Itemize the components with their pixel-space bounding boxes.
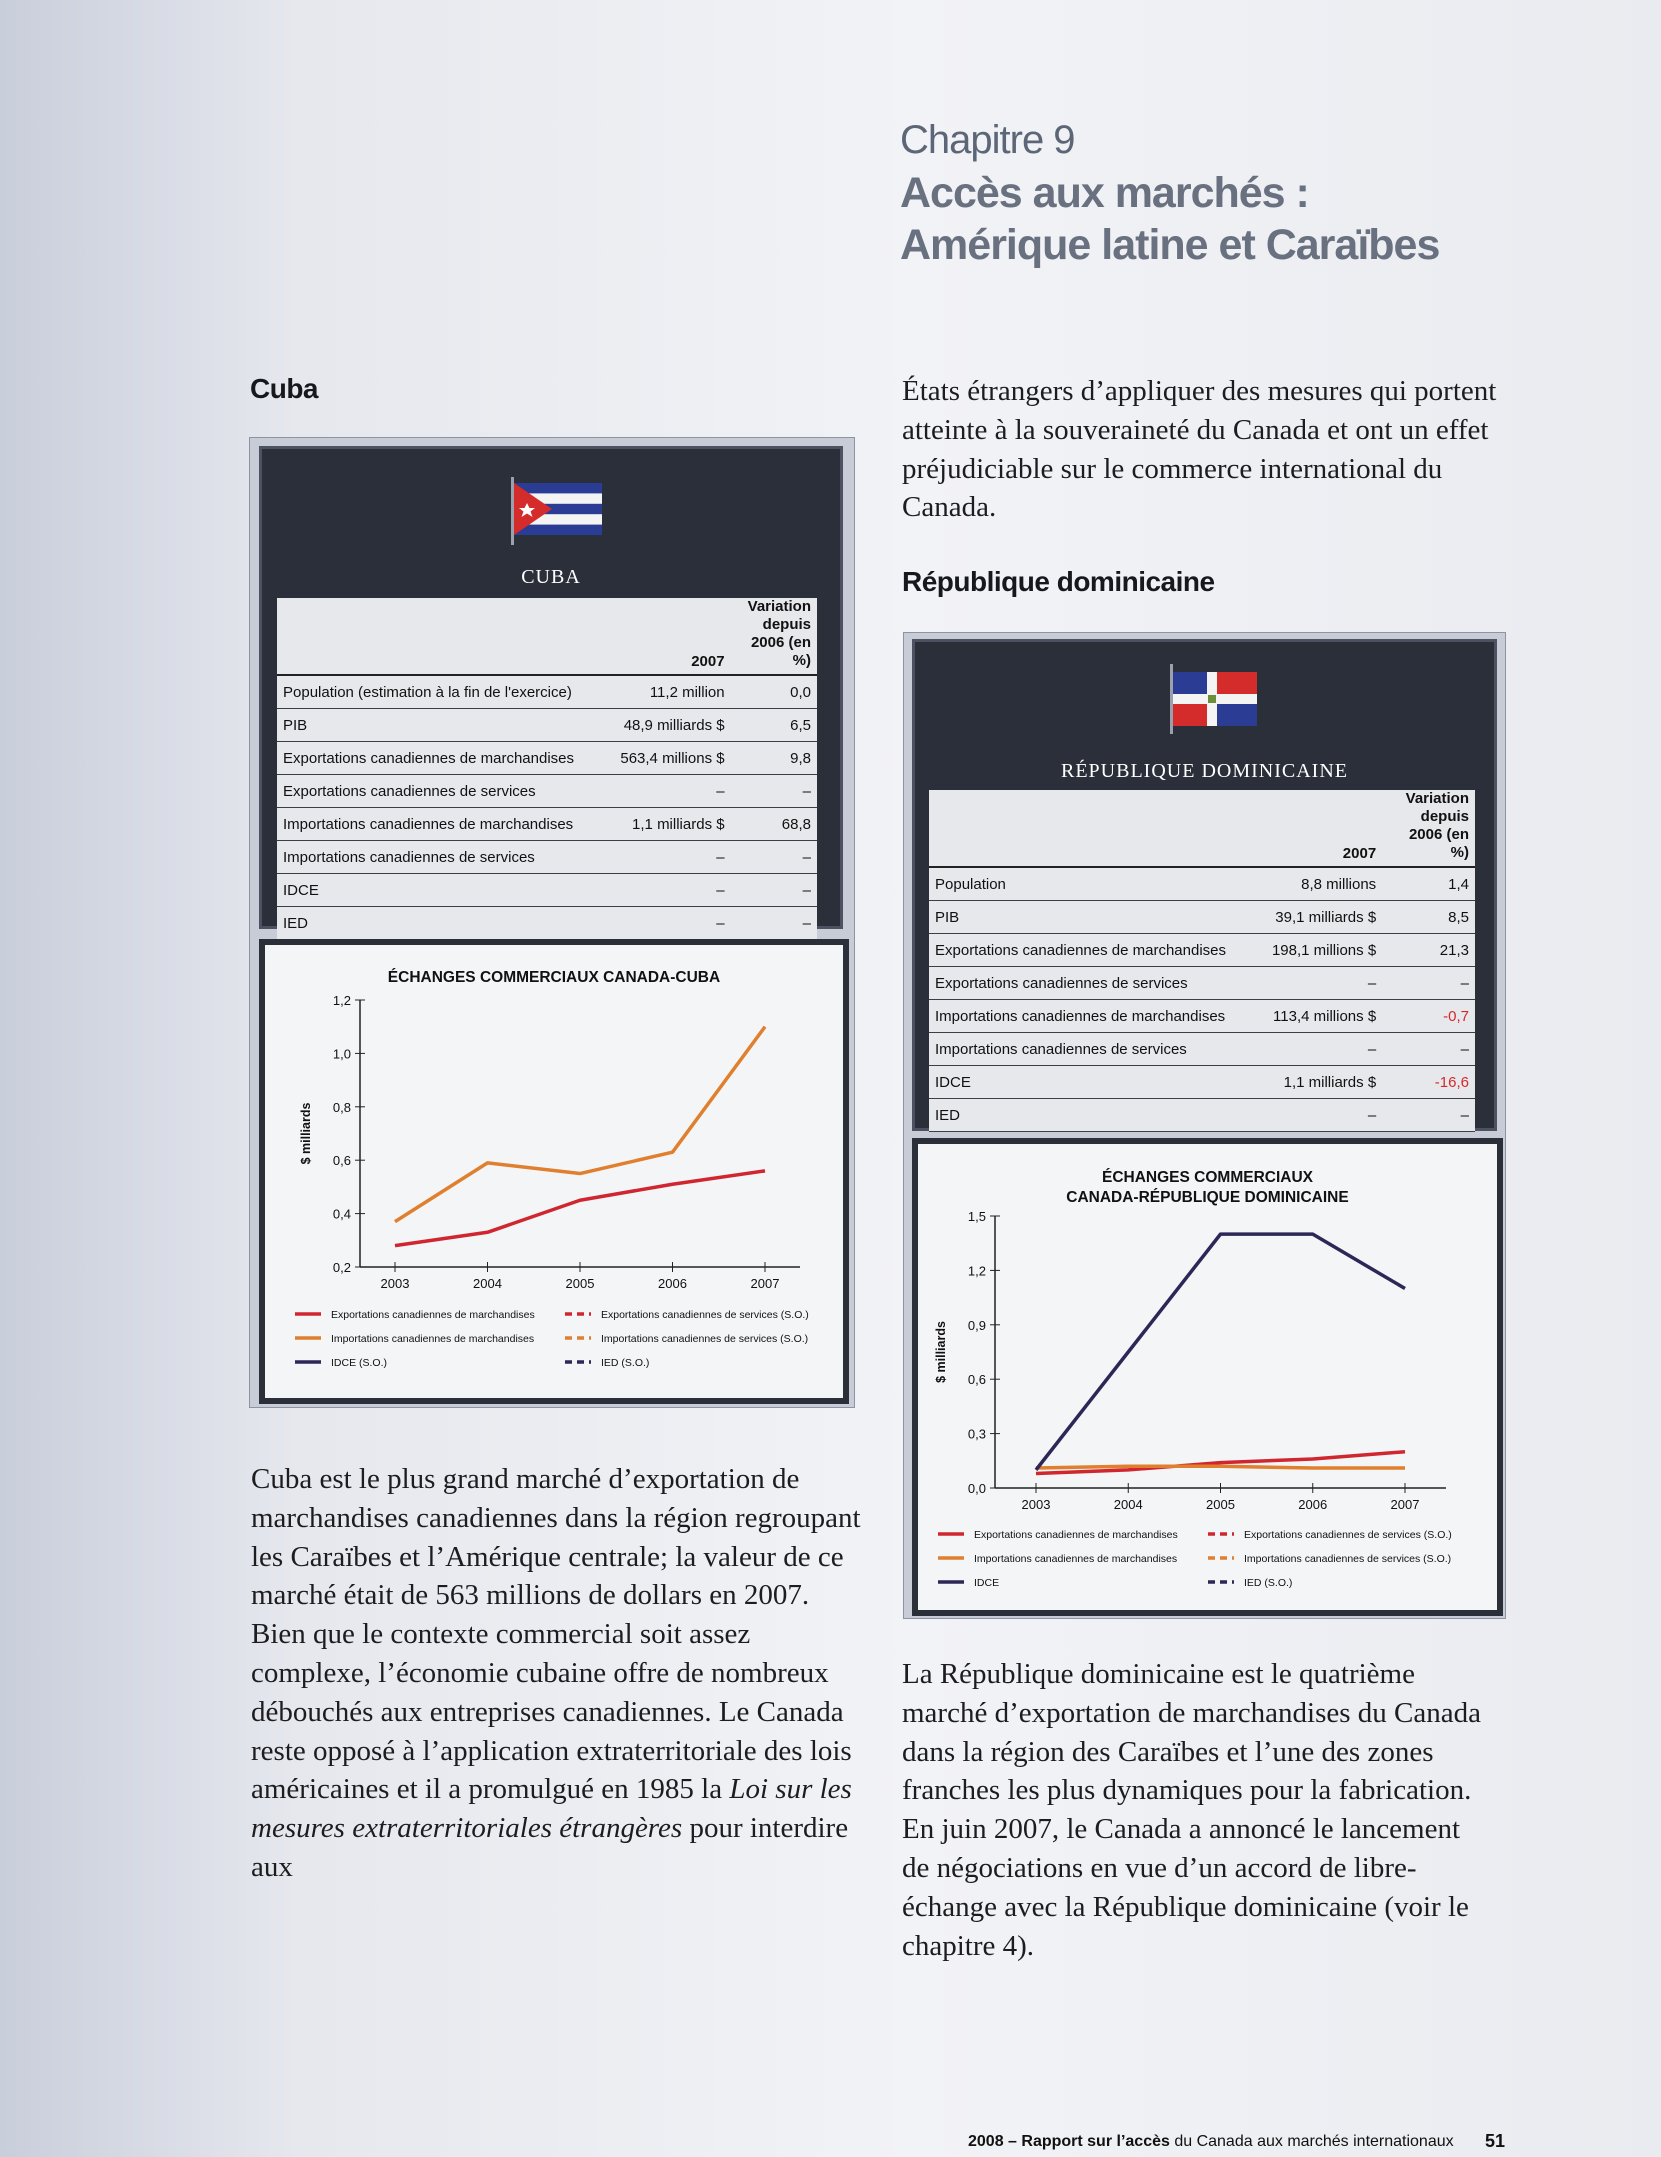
table-row — [929, 1066, 1475, 1099]
dr-trade-chart — [912, 1138, 1503, 1616]
row-variation: 1,4 — [1382, 867, 1475, 901]
series-line-0 — [395, 1171, 765, 1246]
y-tick-label: 1,5 — [967, 1209, 986, 1224]
legend-label: Importations canadiennes de marchandises — [331, 1333, 535, 1345]
cuba-country-name: CUBA — [521, 566, 581, 588]
y-tick-label: 0,3 — [967, 1426, 986, 1442]
row-value-2007: 1,1 milliards $ — [612, 808, 731, 841]
dr-profile-box — [912, 639, 1497, 1131]
row-value-2007: 113,4 millions $ — [1240, 1000, 1382, 1033]
column-header-variation: Variation depuis 2006 (en %) — [1382, 790, 1475, 867]
legend-label: IED (S.O.) — [601, 1357, 650, 1369]
y-tick-label: 0,4 — [332, 1206, 351, 1222]
row-label: Population (estimation à la fin de l'exercice) — [277, 675, 612, 709]
row-label: PIB — [277, 709, 612, 742]
y-tick-label: 0,9 — [967, 1317, 986, 1333]
row-label: Exportations canadiennes de services — [277, 775, 612, 808]
table-row — [929, 1033, 1475, 1066]
row-value-2007: 1,1 milliards $ — [1240, 1066, 1382, 1099]
legend-label: Importations canadiennes de services (S.O.) — [1244, 1553, 1452, 1565]
row-label: PIB — [929, 901, 1240, 934]
row-variation: 68,8 — [731, 808, 817, 841]
table-header-row — [277, 598, 817, 675]
table-header-row — [929, 790, 1475, 867]
row-label: IDCE — [929, 1066, 1240, 1099]
row-value-2007: 198,1 millions $ — [1240, 934, 1382, 967]
cuba-stats-table — [277, 598, 817, 940]
table-row — [929, 967, 1475, 1000]
chapter-title-line1: Accès aux marchés : — [900, 169, 1309, 217]
table-row — [277, 874, 817, 907]
table-row — [929, 1000, 1475, 1033]
y-tick-label: 0,0 — [967, 1481, 986, 1496]
row-variation: – — [731, 874, 817, 907]
row-label: Exportations canadiennes de services — [929, 967, 1240, 1000]
row-variation: – — [731, 841, 817, 874]
table-row — [277, 675, 817, 709]
row-variation: – — [1382, 1099, 1475, 1132]
continuation-paragraph: États étrangers d’appliquer des mesures qui portent atteinte à la souveraineté du Canada et ont un effet préjudiciable sur le commerce international du Canada. — [902, 375, 1497, 524]
section-title-dominican-republic: République dominicaine — [902, 566, 1215, 597]
x-tick-label: 2003 — [1021, 1497, 1051, 1512]
chart-title-line2: CANADA-RÉPUBLIQUE DOMINICAINE — [1066, 1189, 1349, 1206]
legend-label: Importations canadiennes de marchandises — [974, 1553, 1178, 1565]
x-tick-label: 2005 — [565, 1276, 595, 1291]
row-value-2007: – — [612, 874, 731, 907]
row-value-2007: 8,8 millions — [1240, 867, 1382, 901]
row-value-2007: 11,2 million — [612, 675, 731, 709]
footer-text: 2008 – Rapport sur l’accès du Canada aux marchés internationaux — [968, 2133, 1454, 2150]
row-value-2007: – — [612, 907, 731, 940]
chapter-title-line2: Amérique latine et Caraïbes — [900, 221, 1440, 269]
row-variation: 9,8 — [731, 742, 817, 775]
cuba-paragraph: Cuba est le plus grand marché d’exportation de marchandises canadiennes dans la région regroupant les Caraïbes et l’Amérique centrale; la valeur de ce marché était de 563 millions de dollars en 2007. Bien que le contexte commercial soit assez complexe, l’économie cubaine offre de nombreux débouchés aux entreprises canadiennes. Le Canada reste opposé à l’application extraterritoriale des lois américaines et il a promulgué en 1985 la Loi sur les mesures extraterritoriales étrangères pour interdire aux — [251, 1463, 861, 1883]
table-row — [929, 901, 1475, 934]
row-label: Importations canadiennes de marchandises — [929, 1000, 1240, 1033]
table-row — [277, 907, 817, 940]
series-line-2 — [1036, 1234, 1405, 1470]
series-line-1 — [395, 1027, 765, 1222]
column-header-year: 2007 — [1240, 790, 1382, 867]
x-tick-label: 2007 — [1390, 1497, 1420, 1512]
table-row — [277, 775, 817, 808]
legend-label: IDCE — [974, 1577, 1000, 1589]
row-value-2007: – — [1240, 1099, 1382, 1132]
law-title: Loi sur les mesures extraterritoriales étrangères — [251, 1773, 852, 1845]
y-axis-label: $ milliards — [934, 1321, 948, 1383]
row-value-2007: 48,9 milliards $ — [612, 709, 731, 742]
legend-label: IDCE (S.O.) — [331, 1357, 388, 1369]
row-value-2007: – — [612, 775, 731, 808]
table-row — [929, 1099, 1475, 1132]
x-tick-label: 2007 — [750, 1276, 780, 1291]
row-label: IED — [277, 907, 612, 940]
x-tick-label: 2006 — [1298, 1497, 1328, 1512]
x-tick-label: 2004 — [1113, 1497, 1143, 1512]
row-value-2007: – — [1240, 1033, 1382, 1066]
row-label: Exportations canadiennes de marchandises — [929, 934, 1240, 967]
row-label: IDCE — [277, 874, 612, 907]
x-tick-label: 2003 — [380, 1276, 410, 1291]
row-variation: 8,5 — [1382, 901, 1475, 934]
table-row — [277, 742, 817, 775]
row-label: IED — [929, 1099, 1240, 1132]
cuba-profile-box — [259, 446, 843, 932]
row-variation: – — [1382, 967, 1475, 1000]
legend-label: IED (S.O.) — [1244, 1577, 1293, 1589]
row-variation: 0,0 — [731, 675, 817, 709]
y-tick-label: 0,8 — [332, 1099, 351, 1115]
row-value-2007: 39,1 milliards $ — [1240, 901, 1382, 934]
chart-title-line1: ÉCHANGES COMMERCIAUX — [1102, 1169, 1313, 1186]
y-tick-label: 1,2 — [332, 993, 351, 1008]
series-line-0 — [1036, 1452, 1405, 1474]
column-header-year: 2007 — [612, 598, 731, 675]
dr-paragraph: La République dominicaine est le quatrième marché d’exportation de marchandises du Canada dans la région des Caraïbes et l’une des zones franches les plus dynamiques pour la fabrication. En juin 2007, le Canada a annoncé le lancement de négociations en vue d’un accord de libre-échange avec la République dominicaine (voir le chapitre 4). — [902, 1658, 1481, 1962]
row-label: Exportations canadiennes de marchandises — [277, 742, 612, 775]
y-tick-label: 0,6 — [332, 1153, 351, 1169]
dr-stats-table — [929, 790, 1475, 1132]
cuba-flag-icon — [508, 477, 608, 545]
row-value-2007: – — [612, 841, 731, 874]
row-value-2007: 563,4 millions $ — [612, 742, 731, 775]
y-tick-label: 0,2 — [332, 1260, 351, 1275]
dr-country-name: RÉPUBLIQUE DOMINICAINE — [1061, 760, 1348, 782]
chapter-label: Chapitre 9 — [900, 118, 1075, 162]
row-variation: – — [731, 775, 817, 808]
table-row — [277, 808, 817, 841]
x-tick-label: 2004 — [473, 1276, 502, 1291]
table-row — [277, 709, 817, 742]
row-variation: 6,5 — [731, 709, 817, 742]
row-label: Importations canadiennes de services — [929, 1033, 1240, 1066]
y-tick-label: 1,2 — [967, 1263, 986, 1279]
row-label: Importations canadiennes de marchandises — [277, 808, 612, 841]
cuba-chart-plot — [265, 945, 843, 1398]
row-variation: -16,6 — [1382, 1066, 1475, 1099]
cuba-trade-chart — [259, 939, 849, 1404]
row-label: Population — [929, 867, 1240, 901]
x-tick-label: 2005 — [1206, 1497, 1235, 1512]
row-variation: – — [731, 907, 817, 940]
y-axis-label: $ milliards — [299, 1102, 313, 1165]
series-line-1 — [1036, 1466, 1405, 1468]
dr-chart-plot — [918, 1144, 1497, 1610]
y-tick-label: 0,6 — [967, 1372, 986, 1388]
table-row — [277, 841, 817, 874]
column-header-variation: Variation depuis 2006 (en %) — [731, 598, 817, 675]
chart-title: ÉCHANGES COMMERCIAUX CANADA-CUBA — [387, 969, 721, 986]
table-row — [929, 867, 1475, 901]
page-number: 51 — [1485, 2131, 1506, 2151]
legend-label: Exportations canadiennes de marchandises — [974, 1529, 1178, 1541]
section-title-cuba: Cuba — [250, 373, 318, 404]
row-value-2007: – — [1240, 967, 1382, 1000]
row-variation: – — [1382, 1033, 1475, 1066]
table-row — [929, 934, 1475, 967]
legend-label: Exportations canadiennes de services (S.O.) — [1244, 1529, 1452, 1541]
y-tick-label: 1,0 — [332, 1046, 351, 1062]
row-variation: -0,7 — [1382, 1000, 1475, 1033]
chapter-header — [900, 118, 1600, 271]
legend-label: Exportations canadiennes de services (S.O.) — [601, 1309, 809, 1321]
row-label: Importations canadiennes de services — [277, 841, 612, 874]
dominican-flag-icon — [1167, 664, 1267, 734]
legend-label: Exportations canadiennes de marchandises — [331, 1309, 535, 1321]
x-tick-label: 2006 — [658, 1276, 687, 1291]
legend-label: Importations canadiennes de services (S.O.) — [601, 1333, 809, 1345]
row-variation: 21,3 — [1382, 934, 1475, 967]
